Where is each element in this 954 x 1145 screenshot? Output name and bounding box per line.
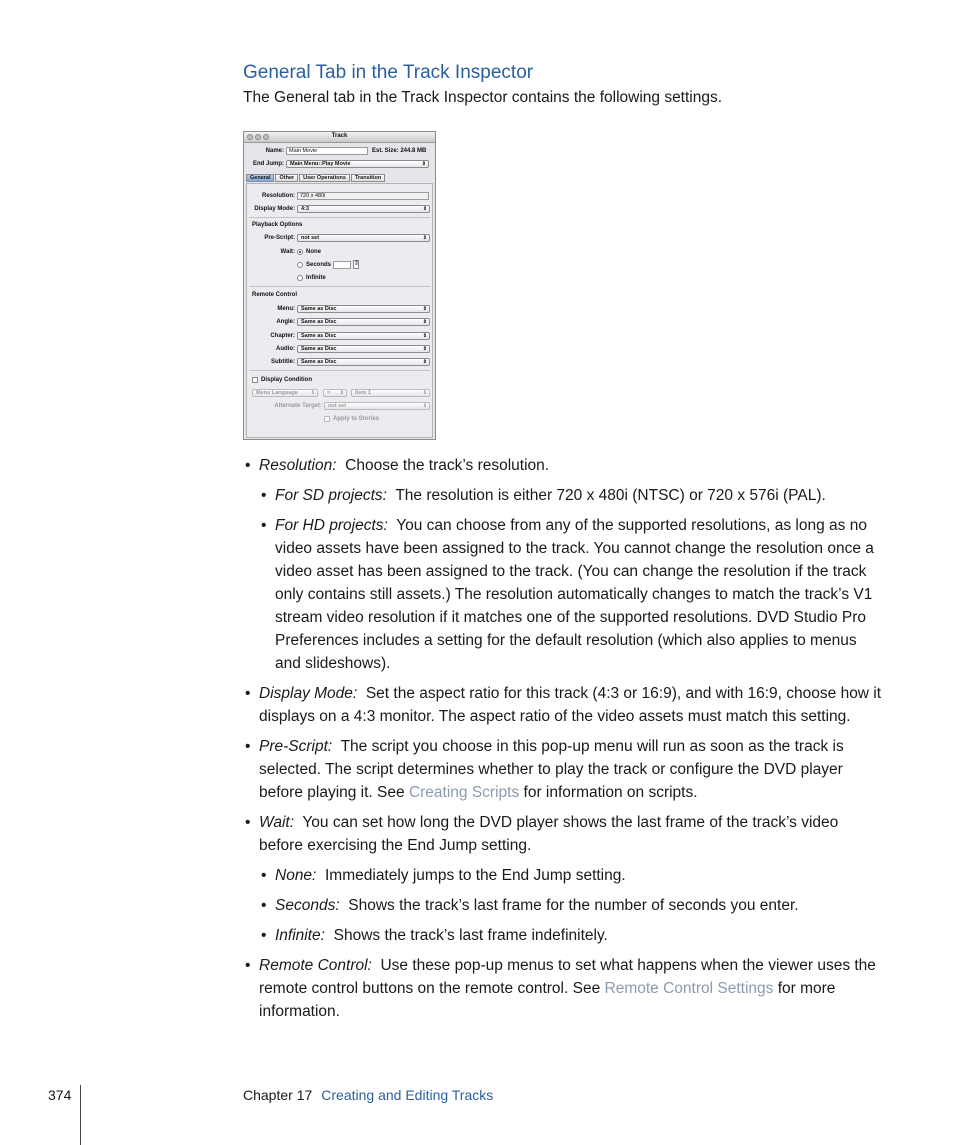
remote-audio-label: Audio: <box>276 346 295 352</box>
footer-divider <box>80 1085 81 1145</box>
wait-label: Wait: <box>280 249 295 255</box>
term-none: None: <box>275 867 317 884</box>
page-number: 374 <box>48 1087 72 1103</box>
wait-seconds-label: Seconds <box>306 262 332 268</box>
wait-seconds-radio[interactable] <box>297 262 303 268</box>
window-titlebar <box>244 132 435 143</box>
link-remote-control-settings[interactable]: Remote Control Settings <box>604 980 774 997</box>
tab-user-operations[interactable]: User Operations <box>299 174 350 182</box>
seconds-stepper[interactable]: ⇕ <box>354 261 360 267</box>
remote-angle-popup[interactable]: Same as Disc ⇕ <box>297 318 430 326</box>
remote-menu-popup[interactable]: Same as Disc ⇕ <box>297 305 430 313</box>
remote-audio-popup[interactable]: Same as Disc ⇕ <box>297 345 430 353</box>
remote-menu-label: Menu: <box>277 306 295 312</box>
track-inspector-window <box>243 131 436 440</box>
remote-control-heading: Remote Control <box>252 292 297 298</box>
popup-arrows-icon: ⇕ <box>422 346 427 352</box>
list-item <box>243 682 883 728</box>
bullet: • <box>261 867 267 884</box>
description: The script you choose in this pop-up menu will run as soon as the track is selected. The script determines whether to play the track or configure the DVD player before playing it. See <box>259 738 844 801</box>
bullet: • <box>245 457 251 474</box>
description: for more information. <box>259 980 836 1020</box>
description: for information on scripts. <box>523 784 698 801</box>
remote-angle-label: Angle: <box>276 319 295 325</box>
remote-chapter-label: Chapter: <box>270 333 295 339</box>
chapter-title-link[interactable]: Creating and Editing Tracks <box>321 1087 494 1103</box>
bullet: • <box>261 517 267 534</box>
inspector-tabs <box>246 174 385 182</box>
term-resolution: Resolution: <box>259 457 337 474</box>
link-creating-scripts[interactable]: Creating Scripts <box>408 784 520 801</box>
term-seconds: Seconds: <box>275 897 340 914</box>
divider <box>249 286 430 287</box>
term-pre-script: Pre-Script: <box>259 738 333 755</box>
bullet: • <box>245 685 251 702</box>
term-display-mode: Display Mode: <box>259 685 358 702</box>
condition-value-popup[interactable]: Item 1 ⇕ <box>351 389 430 397</box>
divider <box>249 217 430 218</box>
popup-arrows-icon: ⇕ <box>421 161 426 167</box>
list-item <box>243 811 883 857</box>
section-heading: General Tab in the Track Inspector <box>243 62 534 83</box>
tab-general[interactable]: General <box>246 174 274 182</box>
display-condition-checkbox[interactable] <box>252 377 258 383</box>
alternate-target-popup[interactable]: not set ⇕ <box>324 402 430 410</box>
seconds-field[interactable] <box>333 261 351 269</box>
popup-arrows-icon: ⇕ <box>422 319 427 325</box>
description: Set the aspect ratio for this track (4:3 or 16:9), and with 16:9, choose how it displays on a 4:3 monitor. The aspect ratio of the video assets must match this setting. <box>259 685 882 725</box>
term-hd-projects: For HD projects: <box>275 517 388 534</box>
list-item <box>243 735 883 804</box>
term-wait: Wait: <box>259 814 295 831</box>
popup-arrows-icon: ⇕ <box>310 390 315 396</box>
est-size: Est. Size: 244.8 MB <box>372 148 427 154</box>
remote-subtitle-label: Subtitle: <box>271 359 295 365</box>
list-item <box>243 514 883 675</box>
chapter-label: Chapter 17 <box>243 1087 313 1103</box>
popup-arrows-icon: ⇕ <box>422 390 427 396</box>
wait-infinite-radio[interactable] <box>297 275 303 281</box>
playback-options-heading: Playback Options <box>252 222 303 228</box>
bullet: • <box>261 927 267 944</box>
intro-paragraph: The General tab in the Track Inspector contains the following settings. <box>243 89 723 106</box>
popup-arrows-icon: ⇕ <box>422 359 427 365</box>
bullet: • <box>261 487 267 504</box>
name-field[interactable]: Main Movie <box>286 147 368 155</box>
list-item <box>243 864 883 887</box>
apply-to-stories-checkbox[interactable] <box>324 416 330 422</box>
list-item <box>243 484 883 507</box>
description: The resolution is either 720 x 480i (NTSC) or 720 x 576i (PAL). <box>395 487 826 504</box>
popup-arrows-icon: ⇕ <box>422 306 427 312</box>
description: Shows the track’s last frame for the number of seconds you enter. <box>348 897 799 914</box>
wait-infinite-label: Infinite <box>306 275 326 281</box>
resolution-value: 720 x 480i <box>297 192 429 200</box>
list-item <box>243 924 883 947</box>
window-title: Track <box>331 133 348 139</box>
popup-arrows-icon: ⇕ <box>422 235 427 241</box>
display-mode-label: Display Mode: <box>254 206 295 212</box>
end-jump-label: End Jump: <box>253 161 284 167</box>
list-item <box>243 954 883 1023</box>
description: You can choose from any of the supported resolutions, as long as no video assets have been assigned to the track. You cannot change the resolution once a video asset has been assigned to the track. (You can change the resolution if the track only contains still assets.) The resolution automatically changes to match the track’s V1 stream video resolution if it matches one of the supported resolutions. DVD Studio Pro Preferences includes a setting for the default resolution (which also applies to menus and slideshows). <box>275 517 874 672</box>
end-jump-popup[interactable]: Main Menu::Play Movie ⇕ <box>286 160 429 168</box>
list-item <box>243 454 883 477</box>
general-tab-panel <box>246 183 433 438</box>
bullet: • <box>245 738 251 755</box>
description: Use these pop-up menus to set what happens when the viewer uses the remote control buttons on the remote control. See <box>259 957 876 997</box>
condition-parameter-popup[interactable]: Menu Language ⇕ <box>252 389 318 397</box>
display-condition-label: Display Condition <box>261 377 312 383</box>
term-remote-control: Remote Control: <box>259 957 372 974</box>
name-label: Name: <box>265 148 284 154</box>
list-item <box>243 894 883 917</box>
description: Choose the track’s resolution. <box>345 457 550 474</box>
popup-arrows-icon: ⇕ <box>422 403 427 409</box>
display-mode-popup[interactable]: 4:3 ⇕ <box>297 205 430 213</box>
description: Shows the track’s last frame indefinitely. <box>333 927 608 944</box>
pre-script-label: Pre-Script: <box>264 235 295 241</box>
remote-subtitle-popup[interactable]: Same as Disc ⇕ <box>297 358 430 366</box>
resolution-label: Resolution: <box>262 193 295 199</box>
term-infinite: Infinite: <box>275 927 325 944</box>
tab-transition[interactable]: Transition <box>351 174 385 182</box>
description: Immediately jumps to the End Jump setting. <box>325 867 626 884</box>
wait-none-label: None <box>306 249 321 255</box>
tab-other[interactable]: Other <box>275 174 298 182</box>
settings-list <box>243 454 883 1023</box>
popup-arrows-icon: ⇕ <box>422 333 427 339</box>
description: You can set how long the DVD player shows the last frame of the track’s video before exercising the End Jump setting. <box>259 814 839 854</box>
condition-operator-popup[interactable]: = ⇕ <box>323 389 347 397</box>
term-sd-projects: For SD projects: <box>275 487 387 504</box>
popup-arrows-icon: ⇕ <box>339 390 344 396</box>
chapter-footer <box>243 1087 493 1103</box>
bullet: • <box>245 814 251 831</box>
pre-script-popup[interactable]: not set ⇕ <box>297 234 430 242</box>
apply-to-stories-label: Apply to Stories <box>333 416 380 422</box>
alternate-target-label: Alternate Target: <box>274 403 322 409</box>
divider <box>249 370 430 371</box>
remote-chapter-popup[interactable]: Same as Disc ⇕ <box>297 332 430 340</box>
bullet: • <box>261 897 267 914</box>
popup-arrows-icon: ⇕ <box>422 206 427 212</box>
bullet: • <box>245 957 251 974</box>
wait-none-radio[interactable] <box>297 249 303 255</box>
